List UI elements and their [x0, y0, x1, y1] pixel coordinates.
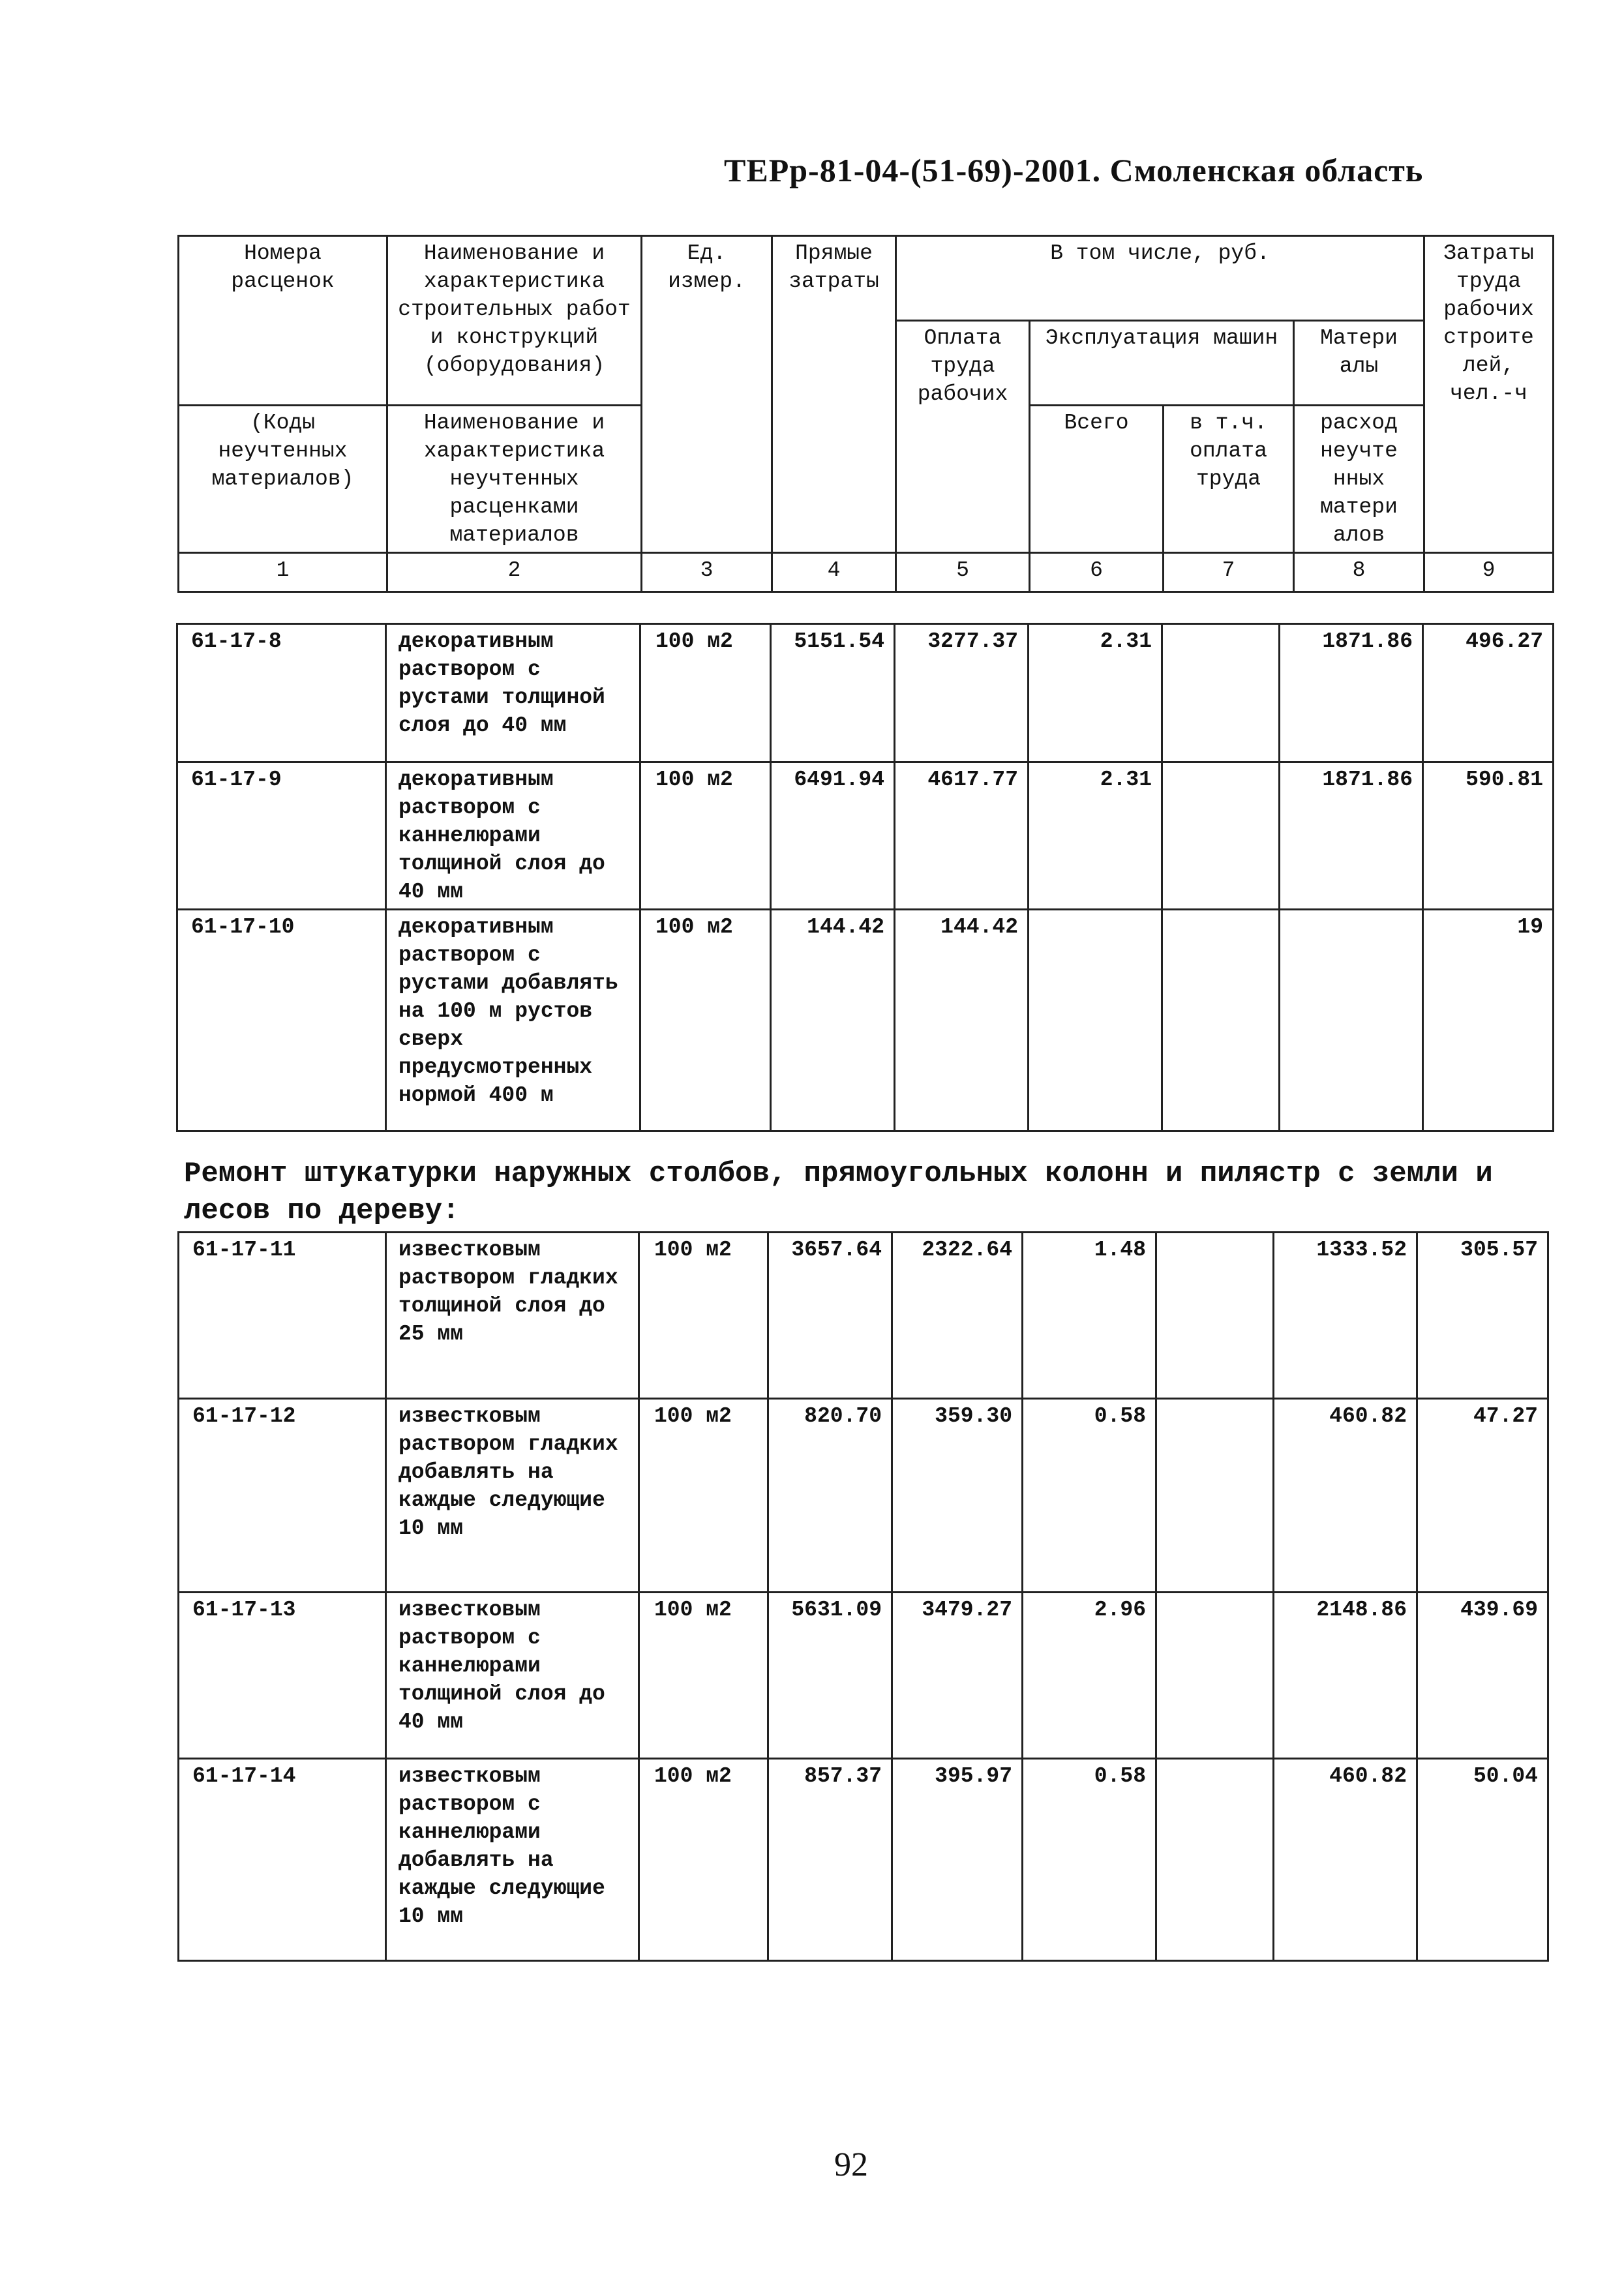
labor-pay: 144.42 [895, 910, 1029, 1131]
direct-costs: 857.37 [768, 1759, 892, 1961]
header-col-number: 5 [896, 553, 1030, 592]
work-name: декоративным раствором с каннелюрами толщиной слоя до 40 мм [386, 762, 640, 910]
labor-pay: 2322.64 [892, 1233, 1023, 1399]
table-row [177, 624, 1554, 762]
header-col-number: 1 [179, 553, 387, 592]
labor-pay: 395.97 [892, 1759, 1023, 1961]
header-work-name: Наименование и характеристика строительных работ и конструкций (оборудования) [387, 236, 642, 406]
work-name: известковым раствором гладких толщиной слоя до 25 мм [386, 1233, 639, 1399]
unit: 100 м2 [640, 762, 771, 910]
rate-code: 61-17-11 [179, 1233, 386, 1399]
direct-costs: 5151.54 [771, 624, 895, 762]
page-title: ТЕРр-81-04-(51-69)-2001. Смоленская область [724, 152, 1424, 188]
materials: 2148.86 [1274, 1593, 1417, 1759]
header-col-number: 6 [1030, 553, 1164, 592]
header-materials-consumption: расход неучте нных матери алов [1294, 406, 1424, 553]
labor-hours: 19 [1423, 910, 1554, 1131]
rate-code: 61-17-10 [177, 910, 386, 1131]
work-name: известковым раствором гладких добавлять на каждые следующие 10 мм [386, 1399, 639, 1593]
machines-labor [1156, 1233, 1274, 1399]
labor-hours: 439.69 [1417, 1593, 1548, 1759]
rate-code: 61-17-12 [179, 1399, 386, 1593]
direct-costs: 5631.09 [768, 1593, 892, 1759]
unit: 100 м2 [639, 1759, 768, 1961]
machines-labor [1162, 624, 1280, 762]
direct-costs: 3657.64 [768, 1233, 892, 1399]
labor-hours: 50.04 [1417, 1759, 1548, 1961]
unit: 100 м2 [639, 1233, 768, 1399]
table-row [179, 1399, 1548, 1593]
materials: 460.82 [1274, 1399, 1417, 1593]
rate-code: 61-17-14 [179, 1759, 386, 1961]
labor-pay: 4617.77 [895, 762, 1029, 910]
header-labor-hours: Затраты труда рабочих строите лей, чел.-ч [1424, 236, 1554, 553]
header-col-number: 4 [772, 553, 896, 592]
materials: 460.82 [1274, 1759, 1417, 1961]
header-unit: Ед. измер. [642, 236, 772, 553]
header-rate-numbers: Номера расценок [179, 236, 387, 406]
rate-code: 61-17-13 [179, 1593, 386, 1759]
unit: 100 м2 [639, 1593, 768, 1759]
labor-hours: 305.57 [1417, 1233, 1548, 1399]
machines-labor [1156, 1399, 1274, 1593]
work-name: декоративным раствором с рустами толщиной слоя до 40 мм [386, 624, 640, 762]
table-row [177, 910, 1554, 1131]
table-row [177, 762, 1554, 910]
header-machines-total: Всего [1030, 406, 1164, 553]
rates-table-block-1 [176, 623, 1554, 1132]
machines-labor [1156, 1759, 1274, 1961]
column-header-table [177, 235, 1554, 593]
machines-total: 2.31 [1029, 762, 1162, 910]
rate-code: 61-17-8 [177, 624, 386, 762]
direct-costs: 6491.94 [771, 762, 895, 910]
labor-pay: 359.30 [892, 1399, 1023, 1593]
machines-total: 0.58 [1023, 1759, 1156, 1961]
header-including-group: В том числе, руб. [896, 236, 1424, 321]
machines-total: 2.31 [1029, 624, 1162, 762]
rate-code: 61-17-9 [177, 762, 386, 910]
direct-costs: 144.42 [771, 910, 895, 1131]
header-col-number: 7 [1164, 553, 1294, 592]
direct-costs: 820.70 [768, 1399, 892, 1593]
header-unaccounted-codes: (Коды неучтенных материалов) [179, 406, 387, 553]
machines-labor [1162, 910, 1280, 1131]
header-labor-pay: Оплата труда рабочих [896, 321, 1030, 553]
labor-hours: 496.27 [1423, 624, 1554, 762]
materials [1280, 910, 1423, 1131]
header-col-number: 2 [387, 553, 642, 592]
work-name: известковым раствором с каннелюрами толщиной слоя до 40 мм [386, 1593, 639, 1759]
rates-table-block-2 [177, 1231, 1549, 1962]
unit: 100 м2 [640, 910, 771, 1131]
section-title: Ремонт штукатурки наружных столбов, прямоугольных колонн и пилястр с земли и лесов по дереву: [184, 1158, 1493, 1227]
labor-hours: 590.81 [1423, 762, 1554, 910]
materials: 1871.86 [1280, 624, 1423, 762]
machines-labor [1156, 1593, 1274, 1759]
machines-total [1029, 910, 1162, 1131]
page-number: 92 [834, 2146, 868, 2183]
work-name: известковым раствором с каннелюрами добавлять на каждые следующие 10 мм [386, 1759, 639, 1961]
header-machines: Эксплуатация машин [1030, 321, 1294, 406]
header-machines-labor: в т.ч. оплата труда [1164, 406, 1294, 553]
machines-total: 0.58 [1023, 1399, 1156, 1593]
labor-hours: 47.27 [1417, 1399, 1548, 1593]
header-direct-costs: Прямые затраты [772, 236, 896, 553]
header-col-number: 9 [1424, 553, 1554, 592]
header-materials: Матери алы [1294, 321, 1424, 406]
work-name: декоративным раствором с рустами добавлять на 100 м рустов сверх предусмотренных нормой 400 м [386, 910, 640, 1131]
table-row [179, 1759, 1548, 1961]
table-row [179, 1233, 1548, 1399]
labor-pay: 3277.37 [895, 624, 1029, 762]
materials: 1871.86 [1280, 762, 1423, 910]
machines-labor [1162, 762, 1280, 910]
unit: 100 м2 [640, 624, 771, 762]
header-col-number: 8 [1294, 553, 1424, 592]
machines-total: 1.48 [1023, 1233, 1156, 1399]
header-col-number: 3 [642, 553, 772, 592]
labor-pay: 3479.27 [892, 1593, 1023, 1759]
unit: 100 м2 [639, 1399, 768, 1593]
header-unaccounted-names: Наименование и характеристика неучтенных расценками материалов [387, 406, 642, 553]
machines-total: 2.96 [1023, 1593, 1156, 1759]
table-row [179, 1593, 1548, 1759]
materials: 1333.52 [1274, 1233, 1417, 1399]
